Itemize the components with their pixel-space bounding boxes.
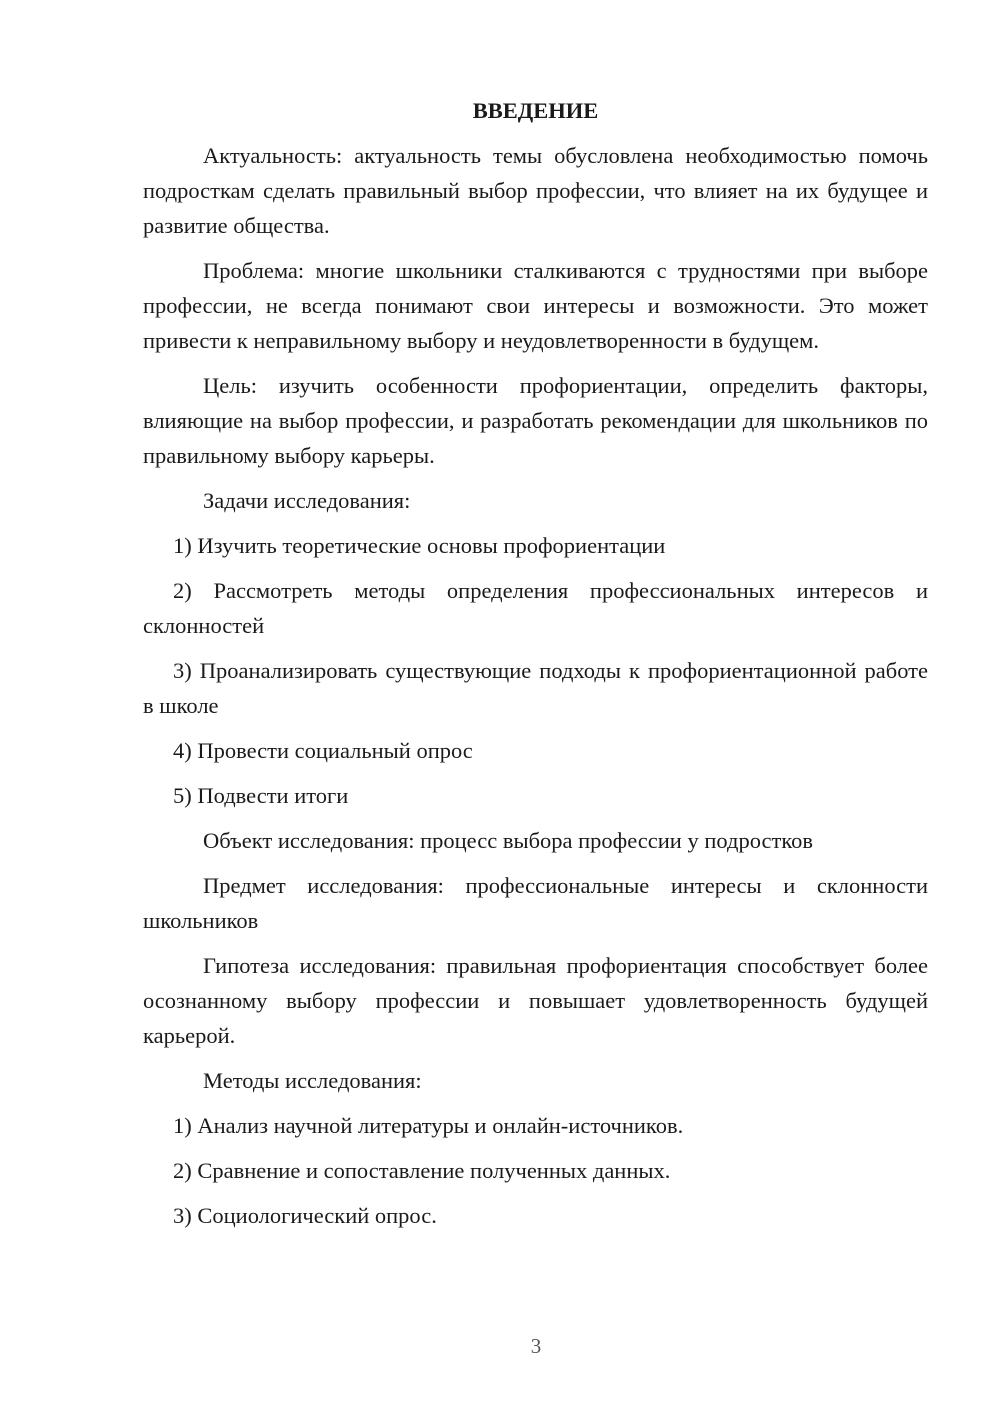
page-number: 3 <box>530 1334 542 1358</box>
subject-paragraph: Предмет исследования: профессиональные интересы и склонности школьников <box>143 873 928 933</box>
object-paragraph: Объект исследования: процесс выбора профессии у подростков <box>203 828 813 853</box>
tasks-list <box>143 528 928 813</box>
task-item: 1) Изучить теоретические основы профориентации <box>173 533 666 558</box>
task-item: 4) Провести социальный опрос <box>173 738 473 763</box>
method-item: 1) Анализ научной литературы и онлайн-источников. <box>173 1113 684 1138</box>
task-item: 3) Проанализировать существующие подходы к профориентационной работе в школе <box>143 658 928 718</box>
hypothesis-paragraph: Гипотеза исследования: правильная профориентация способствует более осознанному выбору профессии и повышает удовлетворенность будущей карьерой. <box>143 953 928 1048</box>
problem-paragraph: Проблема: многие школьники сталкиваются с трудностями при выборе профессии, не всегда понимают свои интересы и возможности. Это может привести к неправильному выбору и неудовлетворенности в будущем. <box>143 258 928 353</box>
task-item: 2) Рассмотреть методы определения профессиональных интересов и склонностей <box>143 578 928 638</box>
method-item: 2) Сравнение и сопоставление полученных данных. <box>173 1158 671 1183</box>
method-item: 3) Социологический опрос. <box>173 1203 437 1228</box>
tasks-heading: Задачи исследования: <box>203 488 411 513</box>
task-item: 5) Подвести итоги <box>173 783 349 808</box>
section-title: ВВЕДЕНИЕ <box>472 98 599 123</box>
methods-list <box>143 1108 928 1233</box>
relevance-paragraph: Актуальность: актуальность темы обусловлена необходимостью помочь подросткам сделать правильный выбор профессии, что влияет на их будущее и развитие общества. <box>143 143 928 238</box>
goal-paragraph: Цель: изучить особенности профориентации, определить факторы, влияющие на выбор профессии, и разработать рекомендации для школьников по правильному выбору карьеры. <box>143 373 928 468</box>
page-content <box>143 94 928 1243</box>
methods-heading: Методы исследования: <box>203 1068 422 1093</box>
